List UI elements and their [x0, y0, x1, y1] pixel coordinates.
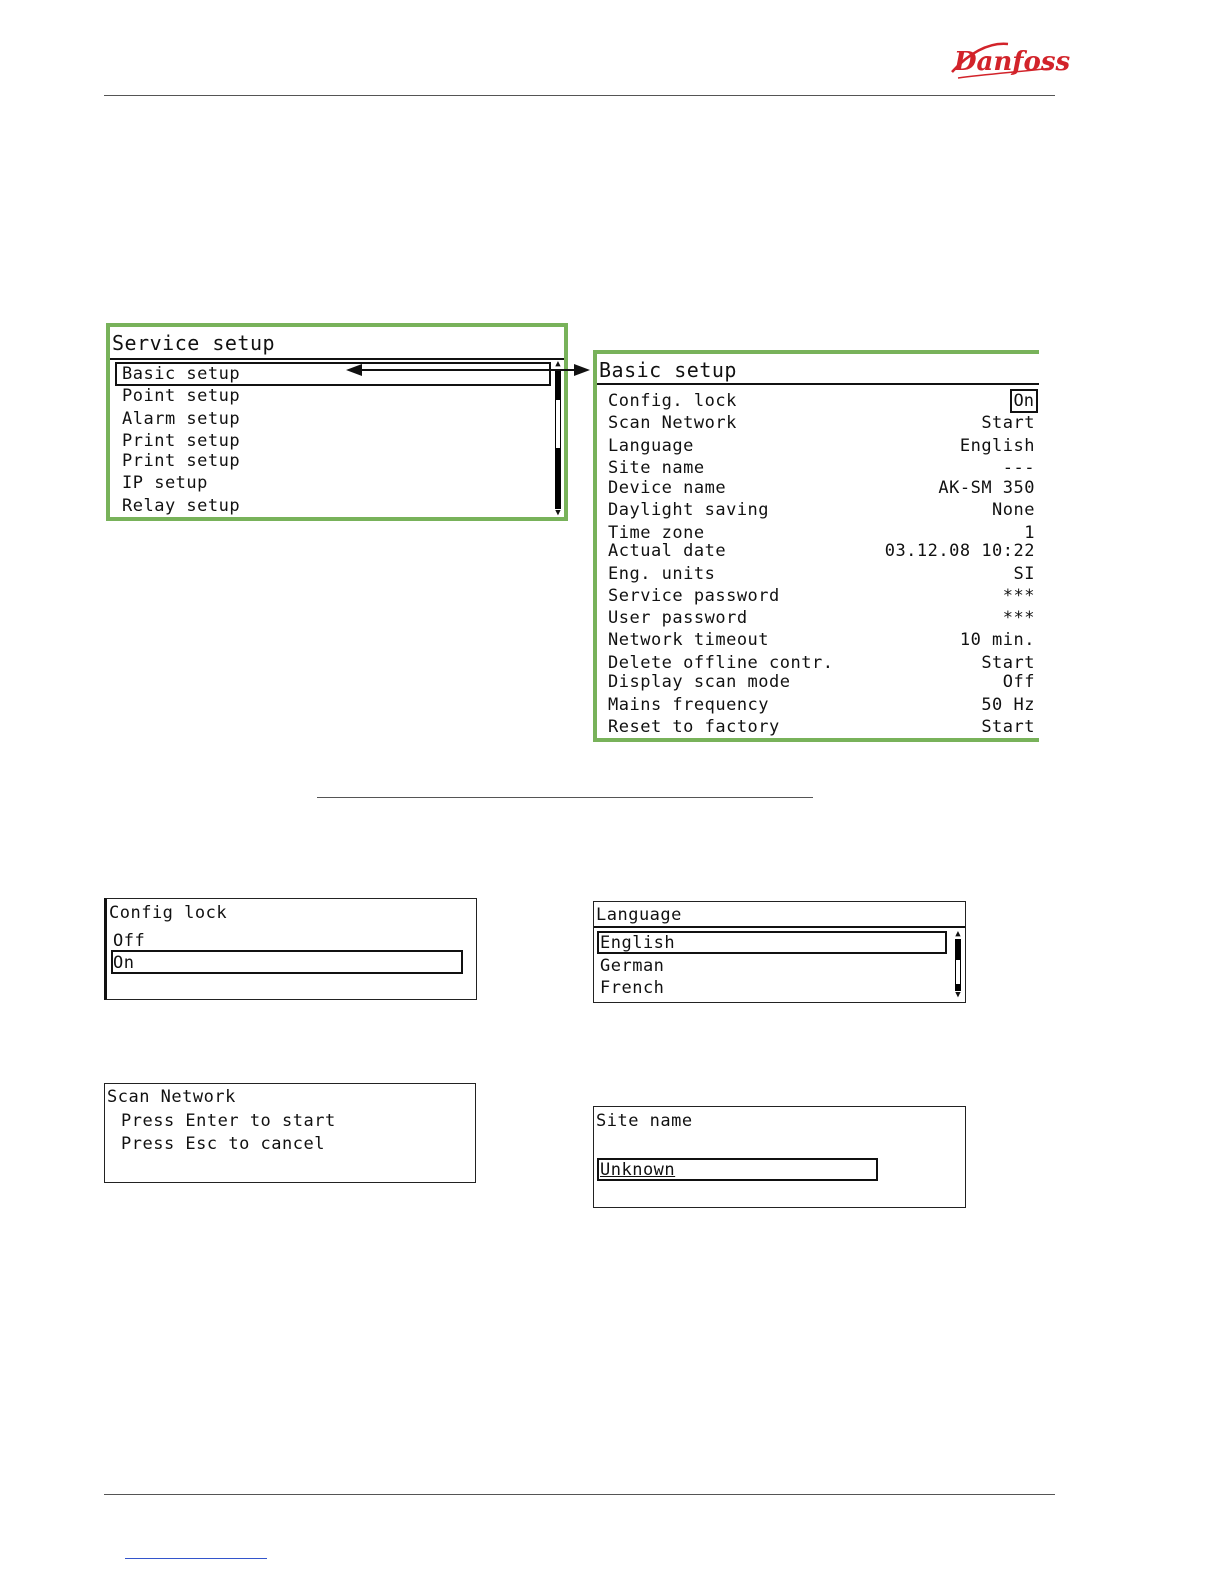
- basic-row-value: AK-SM 350: [938, 478, 1035, 498]
- scroll-down-icon: ▼: [955, 990, 961, 1000]
- basic-row-value: ---: [1002, 458, 1035, 478]
- basic-row-value: Off: [1002, 672, 1035, 692]
- site-name-panel: [593, 1106, 966, 1208]
- basic-row-value: Start: [981, 717, 1035, 737]
- config-lock-panel: [104, 898, 477, 1000]
- basic-row-label[interactable]: Site name: [608, 458, 705, 478]
- service-setup-panel: [106, 323, 568, 521]
- scroll-up-icon: ▲: [555, 359, 561, 369]
- basic-row-label[interactable]: Daylight saving: [608, 500, 770, 520]
- basic-row-value: Start: [981, 653, 1035, 673]
- scan-network-enter-hint: Press Enter to start: [121, 1111, 336, 1131]
- service-item-alarm-setup[interactable]: Alarm setup: [122, 409, 241, 429]
- config-lock-title: Config lock: [109, 903, 228, 923]
- language-option-french[interactable]: French: [600, 978, 665, 998]
- title-divider: [597, 383, 1039, 385]
- basic-row-value: 10 min.: [959, 630, 1035, 650]
- basic-row-value: English: [959, 436, 1035, 456]
- basic-row-value: Start: [981, 413, 1035, 433]
- basic-row-value: ***: [1002, 608, 1035, 628]
- service-item-print-setup-2[interactable]: Print setup: [122, 451, 241, 471]
- basic-row-value-selected[interactable]: On: [1010, 389, 1038, 413]
- basic-row-value: 03.12.08 10:22: [884, 541, 1035, 561]
- danfoss-logo: [948, 34, 1071, 84]
- basic-row-value: None: [992, 500, 1035, 520]
- basic-row-label[interactable]: Delete offline contr.: [608, 653, 834, 673]
- config-lock-option-on[interactable]: On: [113, 953, 135, 973]
- service-scrollbar[interactable]: [553, 360, 563, 518]
- header-rule: [104, 95, 1055, 96]
- basic-row-value: ***: [1002, 586, 1035, 606]
- basic-row-value: SI: [1013, 564, 1035, 584]
- basic-setup-title: Basic setup: [599, 358, 737, 382]
- service-item-print-setup[interactable]: Print setup: [122, 431, 241, 451]
- scan-network-title: Scan Network: [107, 1087, 236, 1107]
- footer-link-underline: [125, 1558, 267, 1559]
- svg-text:Danfoss: Danfoss: [954, 47, 1071, 77]
- scroll-down-icon: ▼: [555, 508, 561, 518]
- basic-row-label[interactable]: Reset to factory: [608, 717, 780, 737]
- scroll-up-icon: ▲: [955, 929, 961, 939]
- basic-row-label[interactable]: Display scan mode: [608, 672, 791, 692]
- basic-row-label[interactable]: Actual date: [608, 541, 727, 561]
- language-option-german[interactable]: German: [600, 956, 665, 976]
- config-lock-option-off[interactable]: Off: [113, 931, 146, 951]
- site-name-title: Site name: [596, 1111, 693, 1131]
- basic-row-value: 50 Hz: [981, 695, 1035, 715]
- basic-row-label[interactable]: Scan Network: [608, 413, 737, 433]
- basic-row-label[interactable]: Network timeout: [608, 630, 770, 650]
- basic-row-label[interactable]: User password: [608, 608, 748, 628]
- service-setup-title: Service setup: [112, 331, 276, 355]
- basic-row-value: 1: [1024, 523, 1035, 543]
- language-panel: [593, 901, 966, 1003]
- scan-network-panel: [104, 1083, 476, 1183]
- language-scrollbar[interactable]: [953, 930, 963, 1000]
- service-item-relay-setup[interactable]: Relay setup: [122, 496, 241, 516]
- basic-row-label[interactable]: Time zone: [608, 523, 705, 543]
- title-divider: [594, 926, 965, 928]
- basic-row-label[interactable]: Mains frequency: [608, 695, 770, 715]
- link-arrow: [340, 360, 594, 380]
- basic-row-label[interactable]: Service password: [608, 586, 780, 606]
- basic-row-label[interactable]: Eng. units: [608, 564, 716, 584]
- footer-rule: [104, 1494, 1055, 1495]
- site-name-value: Unknown: [600, 1160, 676, 1180]
- basic-setup-panel: [593, 350, 1039, 742]
- basic-row-label[interactable]: Config. lock: [608, 391, 737, 411]
- language-option-english[interactable]: English: [600, 933, 676, 953]
- config-lock-selection: [111, 950, 463, 974]
- language-title: Language: [596, 905, 682, 925]
- section-rule: [317, 797, 813, 798]
- basic-row-label[interactable]: Device name: [608, 478, 727, 498]
- service-item-basic-setup[interactable]: Basic setup: [122, 364, 241, 384]
- scan-network-esc-hint: Press Esc to cancel: [121, 1134, 325, 1154]
- basic-row-label[interactable]: Language: [608, 436, 694, 456]
- service-item-point-setup[interactable]: Point setup: [122, 386, 241, 406]
- service-item-ip-setup[interactable]: IP setup: [122, 473, 208, 493]
